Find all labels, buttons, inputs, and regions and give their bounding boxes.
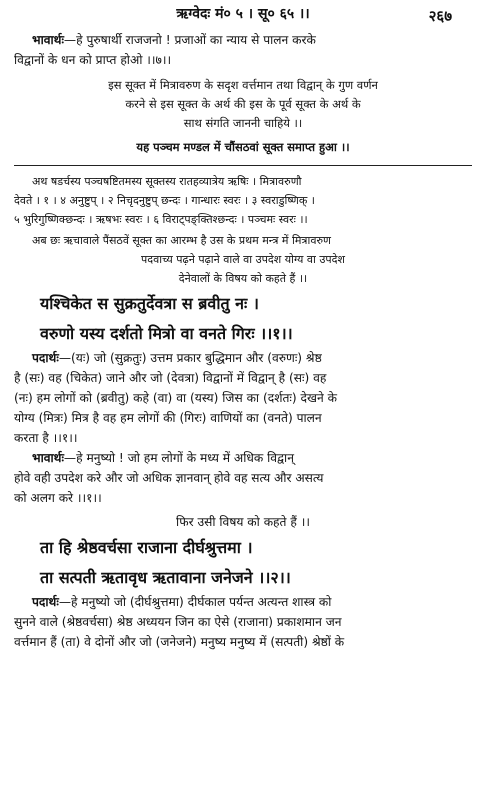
bhavarth-text: —हे मनुष्यो ! जो हम लोगों के मध्य में अधिक विद्वान् xyxy=(63,451,294,465)
page-header xyxy=(14,4,472,30)
mantra-line: ता हि श्रेष्ठवर्चसा राजाना दीर्घश्रुत्तमा । xyxy=(40,538,253,557)
bhavarth-line: विद्वानों के धन को प्राप्त होओ ।।७।। xyxy=(14,53,172,67)
intro-line: ५ भुरिगुष्णिक्छन्दः । ऋषभः स्वरः । ६ विराट्पङ्क्तिश्छन्दः । पञ्चमः स्वरः ।। xyxy=(14,213,308,226)
mantra-line: यश्चिकेत स सुक्रतुर्देवत्रा स ब्रवीतु नः । xyxy=(40,294,259,313)
intro-line: पदवाच्य पढ़ने पढ़ाने वाले वा उपदेश योग्य वा उपदेश xyxy=(141,253,345,266)
bhavarth-label: भावार्थः xyxy=(32,33,64,47)
divider xyxy=(14,165,472,166)
padarth-paragraph-2 xyxy=(14,592,472,612)
summary-line: इस सूक्त में मित्रावरुण के सदृश वर्त्तमान तथा विद्वान् के गुण वर्णन xyxy=(108,78,378,92)
padarth-line: सुनने वाले (श्रेष्ठवर्चसा) श्रेष्ठ अध्ययन जिन का ऐसे (राजाना) प्रकाशमान जन xyxy=(14,615,342,629)
bhavarth-label: भावार्थः xyxy=(32,451,64,465)
intro-line: अब छः ऋचावाले पैंसठवें सूक्त का आरम्भ है उस के प्रथम मन्त्र में मित्रावरुण xyxy=(32,234,331,247)
transition-line: फिर उसी विषय को कहते हैं ।। xyxy=(176,515,310,529)
bhavarth-paragraph-2 xyxy=(14,448,472,468)
padarth-line: करता है ।।१।। xyxy=(14,431,78,445)
padarth-line: वर्त्तमान हैं (ता) वे दोनों और जो (जनेजने) मनुष्य मनुष्य में (सत्पती) श्रेष्ठों के xyxy=(14,635,345,649)
bhavarth-text: —हे पुरुषार्थी राजजनो ! प्रजाओं का न्याय से पालन करके xyxy=(63,33,316,47)
page-number: २६७ xyxy=(428,7,452,25)
padarth-text: —हे मनुष्यो जो (दीर्घश्रुत्तमा) दीर्घकाल पर्यन्त अत्यन्त शास्त्र को xyxy=(58,595,332,609)
bhavarth-line: को अलग करे ।।१।। xyxy=(14,491,102,505)
padarth-paragraph-1 xyxy=(14,348,472,368)
intro-line: अथ षडर्चस्य पञ्चषष्टितमस्य सूक्तस्य रातहव्यात्रेय ऋषिः । मित्रावरुणौ xyxy=(32,175,302,188)
summary-line: करने से इस सूक्त के अर्थ की इस के पूर्व सूक्त के अर्थ के xyxy=(125,97,361,111)
padarth-text: —(यः) जो (सुक्रतुः) उत्तम प्रकार बुद्धिमान और (वरुणः) श्रेष्ठ xyxy=(58,351,322,365)
running-title: ऋग्वेदः मं० ५ । सू० ६५ ।। xyxy=(176,6,310,22)
padarth-line: (नः) हम लोगों को (ब्रवीतु) कहे (वा) वा (यस्य) जिस का (दर्शतः) देखने के xyxy=(14,391,337,405)
padarth-label: पदार्थः xyxy=(32,595,59,609)
intro-line: देनेवालों के विषय को कहते हैं ।। xyxy=(178,272,308,285)
bhavarth-line: होवे वही उपदेश करे और जो अधिक ज्ञानवान् होवे वह सत्य और असत्य xyxy=(14,471,324,485)
sukta-closing: यह पञ्चम मण्डल में चौंसठवां सूक्त समाप्त हुआ ।। xyxy=(136,140,350,154)
padarth-line: है (सः) वह (चिकेत) जाने और जो (देवत्रा) विद्वानों में विद्वान् है (सः) वह xyxy=(14,371,327,385)
padarth-label: पदार्थः xyxy=(32,351,59,365)
mantra-line: वरुणो यस्य दर्शतो मित्रो वा वनते गिरः ।।१।। xyxy=(40,324,293,343)
bhavarth-paragraph-1 xyxy=(14,30,472,50)
summary-line: साथ संगति जाननी चाहिये ।। xyxy=(183,116,303,130)
intro-line: देवते । १ । ४ अनुष्टुप् । २ निचृदनुष्टुप् छन्दः । गान्धारः स्वरः । ३ स्वराडुष्णिक् । xyxy=(14,194,315,207)
padarth-line: योग्य (मित्रः) मित्र है वह हम लोगों की (गिरः) वाणियों का (वनते) पालन xyxy=(14,411,322,425)
mantra-line: ता सत्पती ऋतावृध ऋतावाना जनेजने ।।२।। xyxy=(40,568,291,587)
